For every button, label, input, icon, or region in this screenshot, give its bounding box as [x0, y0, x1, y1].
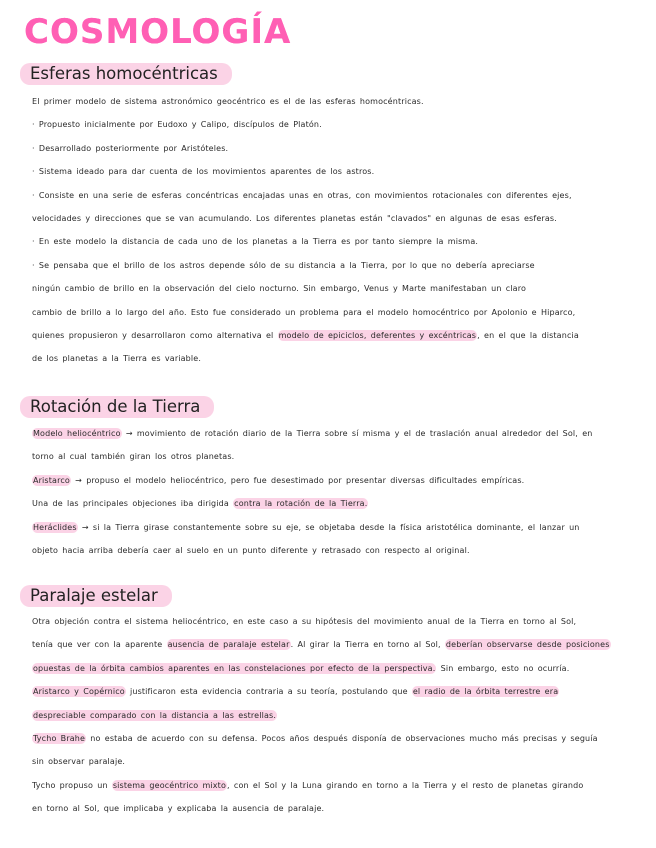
highlighted-text: el radio de la órbita terrestre era [412, 687, 559, 697]
text-line [32, 184, 628, 207]
text-line [32, 207, 628, 230]
text-line [32, 230, 628, 253]
highlighted-text: sistema geocéntrico mixto [112, 780, 227, 790]
text-segment: velocidades y direcciones que se van acumulando. Los diferentes planetas están "clavados" en algunas de esas esferas. [32, 214, 557, 224]
page-title: COSMOLOGÍA [24, 12, 292, 52]
text-segment: Tycho propuso un [32, 780, 112, 790]
text-line [32, 610, 628, 633]
text-line [32, 680, 628, 703]
highlighted-text: contra la rotación de la Tierra. [234, 499, 368, 509]
text-segment: torno al cual también giran los otros planetas. [32, 452, 235, 462]
section-body-rotacion [32, 422, 628, 562]
text-line [32, 657, 628, 680]
text-segment: Sin embargo, esto no ocurría. [436, 663, 570, 673]
text-segment: . Al girar la Tierra en torno al Sol, [290, 640, 445, 650]
text-segment: sin observar paralaje. [32, 757, 126, 767]
highlighted-text: Tycho Brahe [33, 734, 86, 744]
text-line [32, 160, 628, 183]
text-line [32, 469, 628, 492]
section-heading-paralaje: Paralaje estelar [20, 585, 172, 607]
text-segment: quienes propusieron y desarrollaron como alternativa el [32, 331, 278, 341]
text-segment: no estaba de acuerdo con su defensa. Pocos años después disponía de observaciones mucho más precisas y seguía [86, 734, 598, 744]
text-line [32, 704, 628, 727]
text-line [32, 254, 628, 277]
highlighted-text: despreciable comparado con la distancia a las estrellas. [33, 710, 277, 720]
text-segment: justificaron esta evidencia contraria a su teoría, postulando que [125, 687, 412, 697]
text-segment: de los planetas a la Tierra es variable. [32, 354, 202, 364]
highlighted-text: opuestas de la órbita cambios aparentes en las constelaciones por efecto de la perspectiva. [33, 663, 436, 673]
section-body-esferas [32, 90, 628, 371]
text-segment: objeto hacia arriba debería caer al suelo en un punto diferente y retrasado con respecto al original. [32, 546, 470, 556]
text-segment: → propuso el modelo heliocéntrico, pero fue desestimado por presentar diversas dificultades empíricas. [70, 475, 525, 485]
text-segment: · En este modelo la distancia de cada uno de los planetas a la Tierra es por tanto siempre la misma. [32, 237, 479, 247]
text-line [32, 347, 628, 370]
text-segment: tenía que ver con la aparente [32, 640, 167, 650]
text-segment: · Desarrollado posteriormente por Aristóteles. [32, 143, 229, 153]
text-line [32, 422, 628, 445]
text-line [32, 137, 628, 160]
text-line [32, 445, 628, 468]
text-segment: en torno al Sol, que implicaba y explicaba la ausencia de paralaje. [32, 804, 325, 814]
text-segment: → movimiento de rotación diario de la Tierra sobre sí misma y el de traslación anual alrededor del Sol, en [121, 429, 593, 438]
text-line [32, 539, 628, 562]
text-line [32, 727, 628, 750]
text-segment: , en el que la distancia [477, 331, 579, 341]
text-segment: cambio de brillo a lo largo del año. Esto fue considerado un problema para el modelo homocéntrico por Apolonio e Hiparco, [32, 307, 576, 317]
text-line [32, 774, 628, 797]
text-segment: El primer modelo de sistema astronómico geocéntrico es el de las esferas homocéntricas. [32, 97, 424, 106]
text-segment: Una de las principales objeciones iba dirigida [32, 499, 234, 509]
text-line [32, 113, 628, 136]
section-heading-rotacion: Rotación de la Tierra [20, 396, 214, 418]
text-line [32, 492, 628, 515]
highlighted-text: Modelo heliocéntrico [33, 429, 121, 438]
text-segment: · Consiste en una serie de esferas concéntricas encajadas unas en otras, con movimientos rotacionales con diferentes ejes, [32, 190, 572, 200]
text-segment: → si la Tierra girase constantemente sobre su eje, se objetaba desde la física aristotélica dominante, el lanzar un [77, 522, 580, 532]
highlighted-text: Aristarco y Copérnico [33, 687, 125, 697]
text-segment: ningún cambio de brillo en la observación del cielo nocturno. Sin embargo, Venus y Marte manifestaban un claro [32, 284, 527, 294]
text-line [32, 750, 628, 773]
highlighted-text: Aristarco [33, 475, 70, 485]
text-line [32, 90, 628, 113]
highlighted-text: ausencia de paralaje estelar [167, 640, 290, 650]
text-segment: , con el Sol y la Luna girando en torno a la Tierra y el resto de planetas girando [227, 780, 584, 790]
text-segment: · Se pensaba que el brillo de los astros depende sólo de su distancia a la Tierra, por lo que no debería apreciarse [32, 260, 535, 270]
text-segment: · Sistema ideado para dar cuenta de los movimientos aparentes de los astros. [32, 167, 375, 177]
highlighted-text: Heráclides [33, 522, 77, 532]
text-segment: Otra objeción contra el sistema heliocéntrico, en este caso a su hipótesis del movimiento anual de la Tierra en torno al Sol, [32, 617, 577, 626]
text-segment: · Propuesto inicialmente por Eudoxo y Calipo, discípulos de Platón. [32, 120, 322, 130]
text-line [32, 516, 628, 539]
text-line [32, 633, 628, 656]
section-body-paralaje [32, 610, 628, 821]
text-line [32, 797, 628, 820]
text-line [32, 277, 628, 300]
section-heading-esferas: Esferas homocéntricas [20, 63, 232, 85]
highlighted-text: modelo de epiciclos, deferentes y excéntricas [278, 331, 477, 341]
text-line [32, 301, 628, 324]
text-line [32, 324, 628, 347]
highlighted-text: deberían observarse desde posiciones [445, 640, 610, 650]
